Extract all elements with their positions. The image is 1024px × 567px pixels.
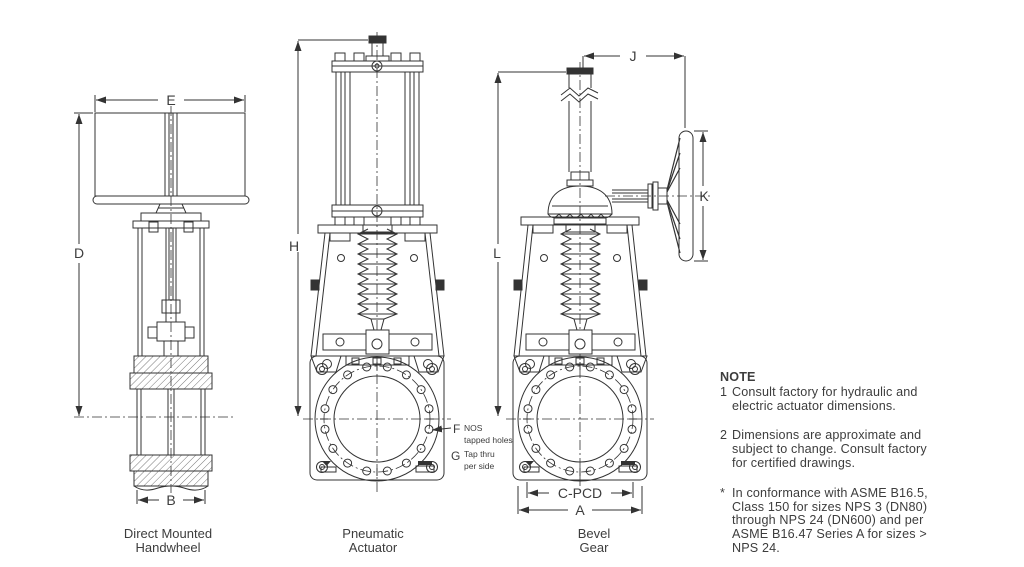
callout-f-nos: NOS [464, 423, 483, 433]
note-line: through NPS 24 (DN600) and per [732, 513, 924, 528]
callout-f-letter: F [453, 422, 461, 436]
note-line: In conformance with ASME B16.5, [732, 485, 928, 500]
dim-label-j: J [629, 48, 637, 64]
note-line: Consult factory for hydraulic and [732, 384, 918, 399]
caption-handwheel-line1: Direct Mounted [123, 526, 213, 541]
note-item-marker: 1 [720, 384, 728, 399]
note-line: NPS 24. [732, 540, 780, 555]
note-line: subject to change. Consult factory [732, 442, 927, 457]
note-item [720, 386, 1020, 414]
caption-pneumatic-line2: Actuator [348, 540, 398, 555]
note-line: ASME B16.47 Series A for sizes > [732, 527, 927, 542]
dim-label-d: D [73, 245, 85, 261]
view-direct-mounted-handwheel [74, 95, 249, 504]
note-line: Class 150 for sizes NPS 3 (DN80) [732, 499, 928, 514]
note-item [720, 487, 1020, 556]
caption-pneumatic-line1: Pneumatic [342, 526, 404, 541]
dim-label-c-pcd: C-PCD [557, 485, 603, 501]
callout-g-letter: G [451, 449, 461, 463]
dim-label-k: K [699, 188, 709, 204]
note-line: for certified drawings. [732, 455, 856, 470]
note-item [720, 429, 1020, 470]
dim-label-h: H [288, 238, 300, 254]
note-item-marker: 2 [720, 428, 728, 443]
notes-title: NOTE [720, 370, 756, 384]
callout-g-tap-thru: Tap thru [464, 449, 495, 459]
callout-g-per-side: per side [464, 461, 495, 471]
note-item-marker: * [720, 485, 726, 500]
dim-label-a: A [575, 502, 585, 518]
note-line: electric actuator dimensions. [732, 398, 896, 413]
notes-panel [720, 371, 1020, 567]
note-line: Dimensions are approximate and [732, 428, 922, 443]
caption-bevel-line1: Bevel [577, 526, 611, 541]
callout-f-tapped-holes: tapped holes [464, 435, 513, 445]
view-bevel-gear [498, 56, 712, 514]
dim-label-e: E [166, 92, 176, 108]
dim-label-b: B [166, 492, 176, 508]
view-pneumatic-actuator [298, 32, 451, 493]
dim-label-l: L [493, 245, 501, 261]
caption-bevel-line2: Gear [579, 540, 609, 555]
caption-handwheel-line2: Handwheel [135, 540, 201, 555]
